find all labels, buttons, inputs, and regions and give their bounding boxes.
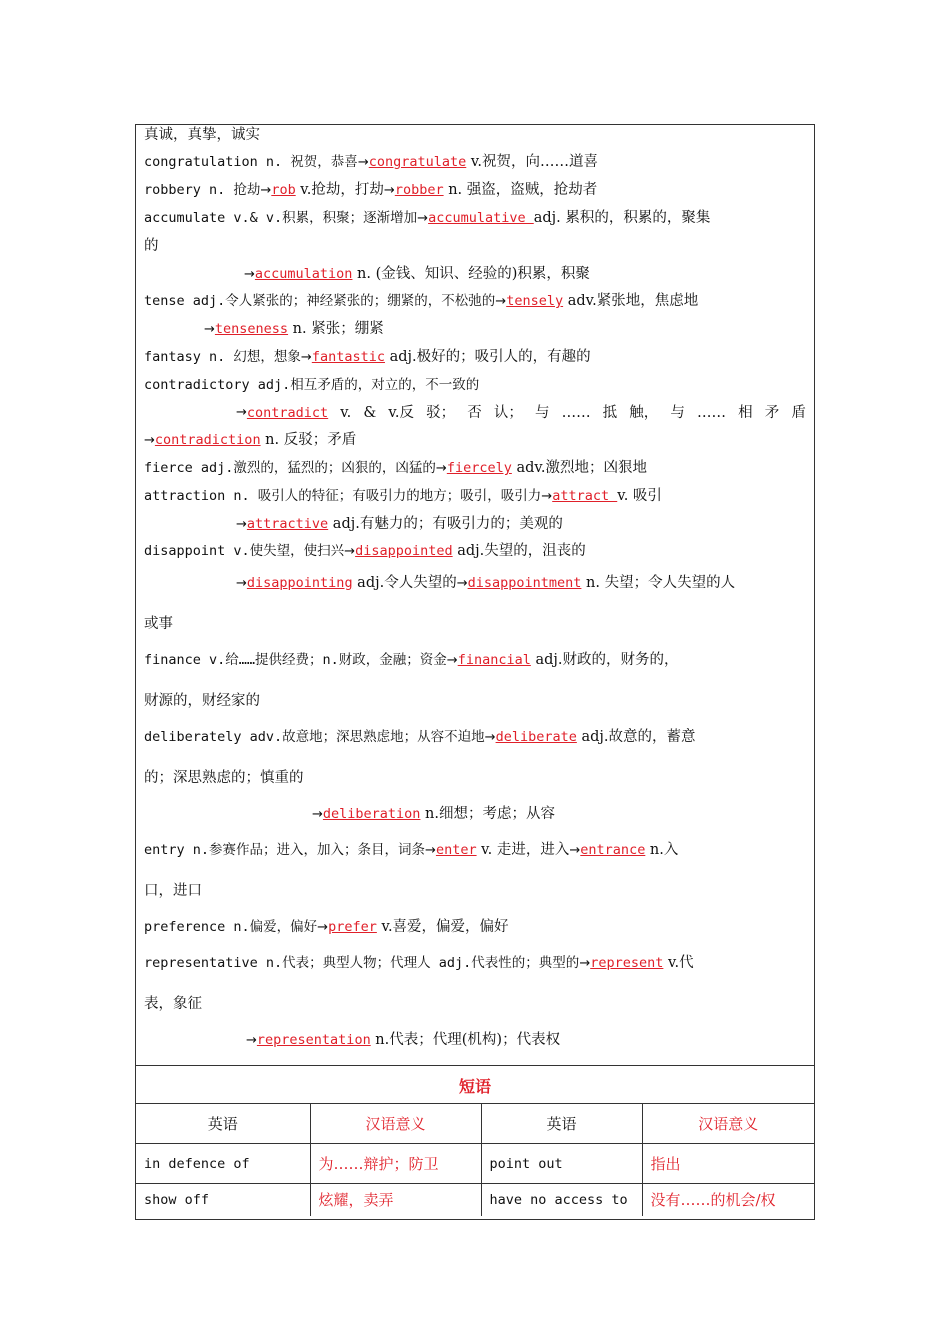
line-text: 的；深思熟虑的；慎重的 bbox=[144, 770, 304, 786]
vocab-line bbox=[144, 208, 710, 229]
definition: v.喜爱，偏爱，偏好 bbox=[376, 919, 509, 935]
arrow-icon: → bbox=[300, 350, 312, 365]
line-text: 或事 bbox=[144, 616, 173, 632]
derived-word: enter bbox=[435, 842, 477, 858]
derived-word: contradict bbox=[246, 405, 329, 421]
definition: n. 反驳；矛盾 bbox=[260, 432, 357, 448]
vocab-line bbox=[144, 881, 202, 901]
vocab-line bbox=[144, 917, 509, 938]
vocabulary-section bbox=[136, 125, 814, 1065]
line-text: 表，象征 bbox=[144, 996, 202, 1012]
arrow-icon: → bbox=[383, 183, 395, 198]
arrow-icon: → bbox=[579, 956, 591, 971]
derived-word: financial bbox=[457, 652, 531, 668]
derived-word: accumulative bbox=[428, 210, 534, 226]
vocab-line bbox=[144, 727, 696, 748]
definition: n. (金钱、知识、经验的)积累，积聚 bbox=[352, 266, 590, 282]
entry-text: congratulation n. 祝贺，恭喜 bbox=[144, 154, 358, 170]
entry-text: preference n.偏爱，偏好 bbox=[144, 919, 318, 935]
definition: adj.财政的，财务的， bbox=[530, 652, 679, 668]
arrow-icon: → bbox=[495, 294, 507, 309]
derived-word: contradiction bbox=[154, 432, 261, 448]
derived-word: entrance bbox=[580, 842, 646, 858]
content-frame bbox=[135, 124, 815, 1220]
entry-text: deliberately adv.故意地；深思熟虑地；从容不迫地 bbox=[144, 729, 485, 745]
definition: n. 失望；令人失望的人 bbox=[581, 575, 736, 591]
arrow-icon: → bbox=[357, 155, 369, 170]
arrow-icon: → bbox=[417, 211, 429, 226]
line-text: contradictory adj.相互矛盾的，对立的，不一致的 bbox=[144, 377, 480, 393]
derived-word: accumulation bbox=[254, 266, 353, 282]
derived-word: represent bbox=[590, 955, 664, 971]
definition: adj.令人失望的 bbox=[352, 575, 457, 591]
line-text: 的 bbox=[144, 238, 159, 254]
derived-word: disappointed bbox=[355, 543, 453, 559]
definition-part: 触， bbox=[629, 405, 659, 421]
arrow-icon: → bbox=[569, 843, 581, 858]
arrow-icon: → bbox=[456, 576, 468, 591]
definition-part: 与 bbox=[670, 405, 685, 421]
entry-text: robbery n. 抢劫 bbox=[144, 182, 261, 198]
vocab-line bbox=[144, 994, 202, 1014]
arrow-icon: → bbox=[236, 405, 247, 420]
phrases-table bbox=[136, 1103, 814, 1216]
definition: v.抢劫，打劫 bbox=[295, 182, 384, 198]
phrase-english: in defence of bbox=[136, 1144, 310, 1184]
vocab-line bbox=[204, 319, 384, 340]
arrow-icon: → bbox=[244, 267, 255, 282]
arrow-icon: → bbox=[484, 730, 496, 745]
derived-word: deliberate bbox=[495, 729, 577, 745]
vocab-line bbox=[246, 1030, 560, 1051]
header-english: 英语 bbox=[136, 1104, 310, 1144]
definition: v.代 bbox=[663, 955, 694, 971]
vocab-line bbox=[144, 840, 678, 861]
arrow-icon: → bbox=[204, 322, 215, 337]
derived-word: disappointment bbox=[467, 575, 582, 591]
entry-text: entry n.参赛作品；进入，加入；条目，词条 bbox=[144, 842, 426, 858]
definition: n.入 bbox=[645, 842, 679, 858]
definition: n. 强盗，盗贼，抢劫者 bbox=[443, 182, 598, 198]
vocab-line bbox=[236, 573, 735, 594]
arrow-icon: → bbox=[435, 461, 447, 476]
arrow-icon: → bbox=[236, 517, 247, 532]
phrase-english: have no access to bbox=[481, 1184, 642, 1216]
arrow-icon: → bbox=[541, 489, 553, 504]
derived-word: deliberation bbox=[322, 806, 421, 822]
phrases-title: 短语 bbox=[136, 1065, 814, 1104]
derived-word: tensely bbox=[506, 293, 564, 309]
definition-part: 驳； bbox=[426, 405, 456, 421]
arrow-icon: → bbox=[344, 544, 356, 559]
entry-text: fierce adj.激烈的，猛烈的；凶狠的，凶猛的 bbox=[144, 460, 436, 476]
table-header-row bbox=[136, 1104, 814, 1144]
vocab-line bbox=[144, 152, 598, 173]
vocab-line bbox=[144, 691, 260, 711]
vocab-line bbox=[144, 430, 356, 451]
definition: n.细想；考虑；从容 bbox=[420, 806, 556, 822]
vocab-line bbox=[244, 264, 590, 285]
definition-part: 盾 bbox=[791, 405, 806, 421]
definition-part: 相 bbox=[738, 405, 753, 421]
vocab-line bbox=[144, 953, 694, 974]
arrow-icon: → bbox=[246, 1033, 257, 1048]
derived-word: representation bbox=[256, 1032, 371, 1048]
vocab-line bbox=[144, 768, 304, 788]
definition-part: …… bbox=[697, 405, 726, 421]
definition: n.代表；代理(机构)；代表权 bbox=[370, 1032, 561, 1048]
definition-part: & bbox=[363, 405, 377, 421]
entry-text: attraction n. 吸引人的特征；有吸引力的地方；吸引，吸引力 bbox=[144, 488, 542, 504]
phrase-english: point out bbox=[481, 1144, 642, 1184]
derived-word: robber bbox=[394, 182, 444, 198]
derived-word: attract bbox=[552, 488, 618, 504]
vocab-line bbox=[144, 486, 662, 507]
vocab-line bbox=[144, 650, 679, 671]
header-chinese-meaning: 汉语意义 bbox=[310, 1104, 481, 1144]
vocab-line bbox=[144, 541, 586, 562]
definition: adj.极好的；吸引人的，有趣的 bbox=[384, 349, 591, 365]
definition: adv.紧张地，焦虑地 bbox=[563, 293, 699, 309]
derived-word: tenseness bbox=[214, 321, 289, 337]
definition: adv.激烈地；凶狠地 bbox=[511, 460, 647, 476]
entry-text: fantasy n. 幻想，想象 bbox=[144, 349, 301, 365]
derived-word: disappointing bbox=[246, 575, 353, 591]
vocab-line bbox=[236, 403, 806, 423]
vocab-line bbox=[144, 375, 479, 395]
arrow-icon: → bbox=[425, 843, 436, 858]
derived-word: attractive bbox=[246, 516, 329, 532]
definition: adj.故意的，蓄意 bbox=[576, 729, 696, 745]
table-row bbox=[136, 1144, 814, 1184]
arrow-icon: → bbox=[446, 653, 458, 668]
definition: n. 紧张；绷紧 bbox=[288, 321, 384, 337]
vocab-line bbox=[144, 614, 173, 634]
line-text: 口，进口 bbox=[144, 883, 202, 899]
vocab-line bbox=[144, 125, 260, 145]
definition-part: 矛 bbox=[764, 405, 780, 421]
table-row bbox=[136, 1184, 814, 1216]
arrow-icon: → bbox=[144, 433, 155, 448]
phrase-meaning: 没有……的机会/权 bbox=[642, 1184, 814, 1216]
arrow-icon: → bbox=[236, 576, 247, 591]
line-text: 财源的，财经家的 bbox=[144, 693, 260, 709]
derived-word: fantastic bbox=[311, 349, 385, 365]
entry-text: tense adj.令人紧张的；神经紧张的；绷紧的，不松弛的 bbox=[144, 293, 496, 309]
vocab-line bbox=[144, 458, 647, 479]
entry-text: finance v.给……提供经费；n.财政，金融；资金 bbox=[144, 652, 447, 668]
arrow-icon: → bbox=[260, 183, 272, 198]
vocab-line bbox=[144, 291, 698, 312]
arrow-icon: → bbox=[312, 807, 323, 822]
definition-part: 否 bbox=[467, 405, 482, 421]
vocab-line bbox=[144, 347, 591, 368]
definition: v. 走进，进入 bbox=[476, 842, 570, 858]
derived-word: fiercely bbox=[446, 460, 512, 476]
vocab-line bbox=[236, 514, 563, 535]
definition: v. 吸引 bbox=[617, 488, 662, 504]
definition: adj. 累积的，积累的，聚集 bbox=[533, 210, 711, 226]
derived-word: prefer bbox=[328, 919, 377, 935]
entry-text: disappoint v.使失望，使扫兴 bbox=[144, 543, 345, 559]
entry-text: representative n.代表；典型人物；代理人 adj.代表性的；典型的 bbox=[144, 955, 580, 971]
entry-text: accumulate v.& v.积累，积聚；逐渐增加 bbox=[144, 210, 418, 226]
definition-part: 抵 bbox=[602, 405, 618, 421]
definition-part: 认； bbox=[493, 405, 523, 421]
derived-word: rob bbox=[271, 182, 296, 198]
phrase-meaning: 炫耀，卖弄 bbox=[310, 1184, 481, 1216]
definition-part: …… bbox=[561, 405, 591, 421]
vocab-line bbox=[144, 180, 597, 201]
arrow-icon: → bbox=[317, 920, 329, 935]
definition-part: 与 bbox=[534, 405, 550, 421]
header-chinese-meaning: 汉语意义 bbox=[642, 1104, 814, 1144]
definition: v.祝贺，向……道喜 bbox=[466, 154, 598, 170]
line-text: 真诚，真挚，诚实 bbox=[144, 127, 260, 143]
phrase-english: show off bbox=[136, 1184, 310, 1216]
definition-part: v. bbox=[340, 405, 352, 421]
definition: adj.失望的，沮丧的 bbox=[452, 543, 586, 559]
definition-part: v.反 bbox=[388, 405, 415, 421]
derived-word: congratulate bbox=[368, 154, 467, 170]
phrase-meaning: 指出 bbox=[642, 1144, 814, 1184]
definition: adj.有魅力的；有吸引力的；美观的 bbox=[328, 516, 563, 532]
vocab-line bbox=[312, 804, 555, 825]
header-english: 英语 bbox=[481, 1104, 642, 1144]
phrase-meaning: 为……辩护；防卫 bbox=[310, 1144, 481, 1184]
vocab-line bbox=[144, 236, 159, 256]
